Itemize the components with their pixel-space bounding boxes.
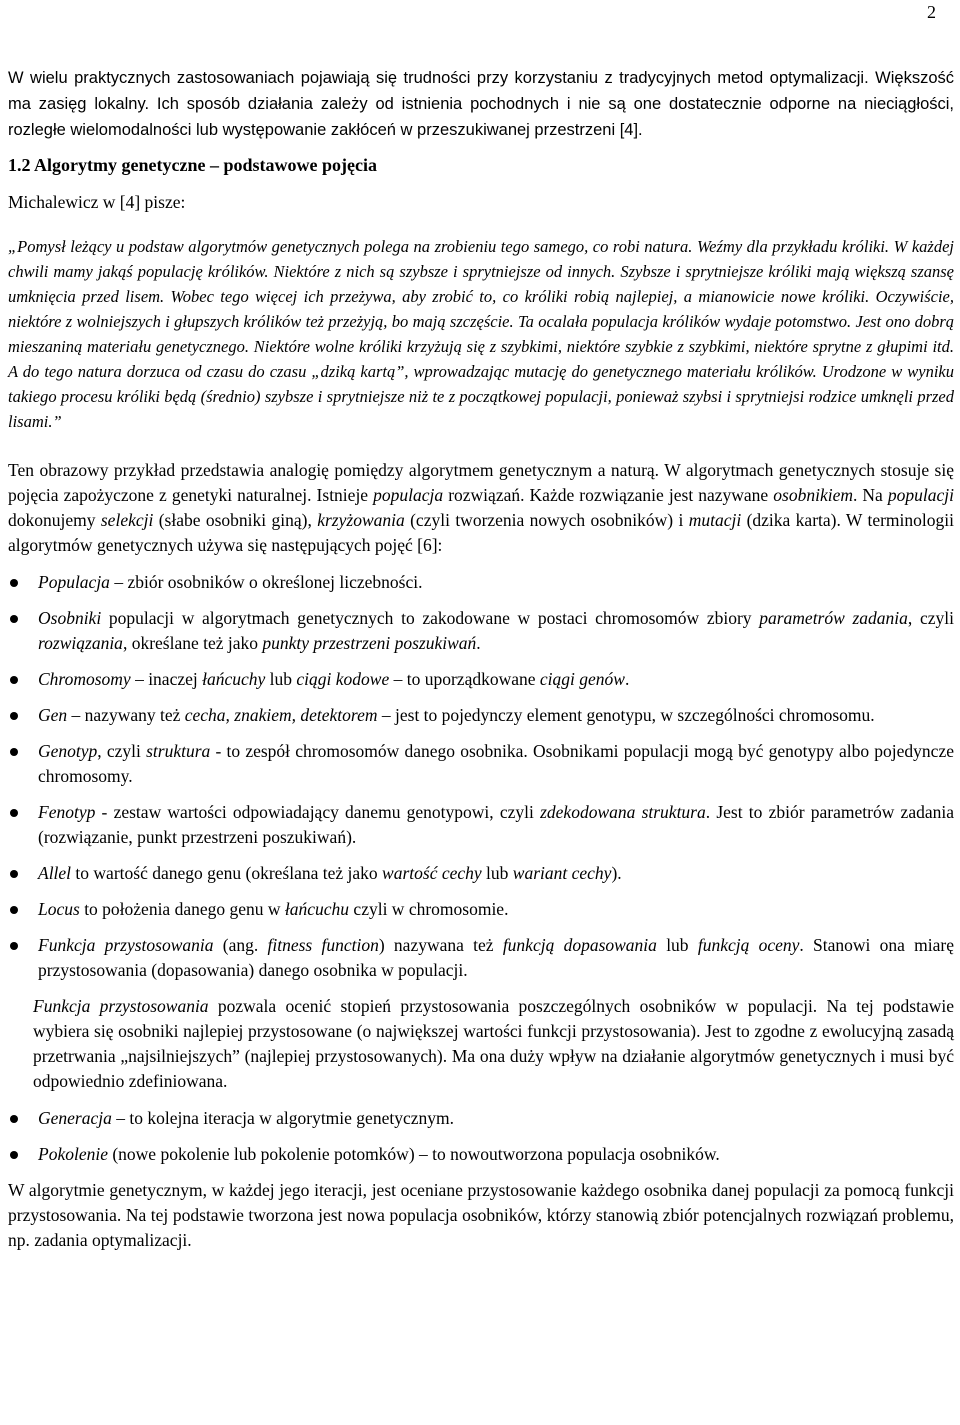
fitness-paragraph: Funkcja przystosowania pozwala ocenić stopień przystosowania poszczególnych osobników w populacji. Na tej podstawie wybiera się osobniki najlepiej przystosowane (o największej wartości funkcji przystosowania). Jest to zgodne z ewolucyjną zasadą przetrwania „najsilniejszych” (najlepiej przystosowanych). Ma ona duży wpływ na działanie algorytmów genetycznych i musi być odpowiednio zdefiniowana. <box>33 996 954 1091</box>
def-item-locus: Locus to położenia danego genu w łańcuchu czyli w chromosomie. <box>8 897 954 922</box>
def-item-chromosomy: Chromosomy – inaczej łańcuchy lub ciągi kodowe – to uporządkowane ciągi genów. <box>8 667 954 692</box>
section-heading: 1.2 Algorytmy genetyczne – podstawowe pojęcia <box>8 155 377 175</box>
intro-sentence-2: Ich sposób działania zależy od istnienia pochodnych i nie są one dostatecznie odporne na nieciągłości, rozległe wielomodalności lub występowanie zakłóceń w przeszukiwanej przestrzeni [4]. <box>8 95 954 139</box>
intro-sentence-1: W wielu praktycznych zastosowaniach pojawiają się trudności przy korzystaniu z tradycyjnych metod optymalizacji. Większość ma zasięg lokalny. <box>8 69 954 113</box>
def-item-allel: Allel to wartość danego genu (określana też jako wartość cechy lub wariant cechy). <box>8 861 954 886</box>
intro-paragraph <box>8 65 954 143</box>
quote-block: „Pomysł leżący u podstaw algorytmów genetycznych polega na zrobieniu tego samego, co robi natura. Weźmy dla przykładu króliki. W każdej chwili mamy jakąś populację królików. Niektóre z nich są szybsze i sprytniejsze od innych. Szybsze i sprytniejsze króliki mają większą szansę umknięcia przed lisem. Wobec tego więcej ich przeżywa, aby zrobić to, co króliki robią najlepiej, a mianowicie nowe króliki. Oczywiście, niektóre z wolniejszych i głupszych królików też przeżyją, bo mają szczęście. Ta ocalała populacja królików wydaje potomstwo. Jest ono dobrą mieszaniną materiału genetycznego. Niektóre wolne króliki krzyżują się z szybkimi, niektóre szybkie z szybkimi, niektóre sprytne z głupimi itd. A do tego natura dorzuca od czasu do czasu „dziką kartą”, wprowadzając mutację do genetycznego materiału królików. Urodzone w wyniku takiego procesu króliki będą (średnio) szybsze i sprytniejsze niż te z początkowej populacji, ponieważ szybsi i sprytniejsi rodzice umknęli przed lisami.” <box>8 237 954 431</box>
def-item-populacja: Populacja – zbiór osobników o określonej liczebności. <box>8 570 954 595</box>
def-item-funkcja-przystosowania: Funkcja przystosowania (ang. fitness function) nazywana też funkcją dopasowania lub funkcją oceny. Stanowi ona miarę przystosowania (dopasowania) danego osobnika w populacji. <box>8 933 954 983</box>
def-item-gen: Gen – nazywany też cecha, znakiem, detektorem – jest to pojedynczy element genotypu, w szczególności chromosomu. <box>8 703 954 728</box>
def-item-fenotyp: Fenotyp - zestaw wartości odpowiadający danemu genotypowi, czyli zdekodowana struktura. Jest to zbiór parametrów zadania (rozwiązanie, punkt przestrzeni poszukiwań). <box>8 800 954 850</box>
def-item-osobniki: Osobniki populacji w algorytmach genetycznych to zakodowane w postaci chromosomów zbiory parametrów zadania, czyli rozwiązania, określane też jako punkty przestrzeni poszukiwań. <box>8 606 954 656</box>
definitions-list-2 <box>8 1106 954 1167</box>
def-item-generacja: Generacja – to kolejna iteracja w algorytmie genetycznym. <box>8 1106 954 1131</box>
def-item-genotyp: Genotyp, czyli struktura - to zespół chromosomów danego osobnika. Osobnikami populacji mogą być genotypy albo pojedyncze chromosomy. <box>8 739 954 789</box>
definitions-list <box>8 570 954 983</box>
def-item-pokolenie: Pokolenie (nowe pokolenie lub pokolenie potomków) – to nowoutworzona populacja osobników. <box>8 1142 954 1167</box>
page-number: 2 <box>927 2 936 22</box>
closing-paragraph: W algorytmie genetycznym, w każdej jego iteracji, jest oceniane przystosowanie każdego osobnika danej populacji za pomocą funkcji przystosowania. Na tej podstawie tworzona jest nowa populacja osobników, którzy stanowią zbiór potencjalnych rozwiązań problemu, np. zadania optymalizacji. <box>8 1180 954 1250</box>
analogy-paragraph: Ten obrazowy przykład przedstawia analogię pomiędzy algorytmem genetycznym a naturą. W algorytmach genetycznych stosuje się pojęcia zapożyczone z genetyki naturalnej. Istnieje populacja rozwiązań. Każde rozwiązanie jest nazywane osobnikiem. Na populacji dokonujemy selekcji (słabe osobniki giną), krzyżowania (czyli tworzenia nowych osobników) i mutacji (dzika karta). W terminologii algorytmów genetycznych używa się następujących pojęć [6]: <box>8 460 954 555</box>
document-body <box>8 65 954 1265</box>
lead-in: Michalewicz w [4] pisze: <box>8 192 186 212</box>
